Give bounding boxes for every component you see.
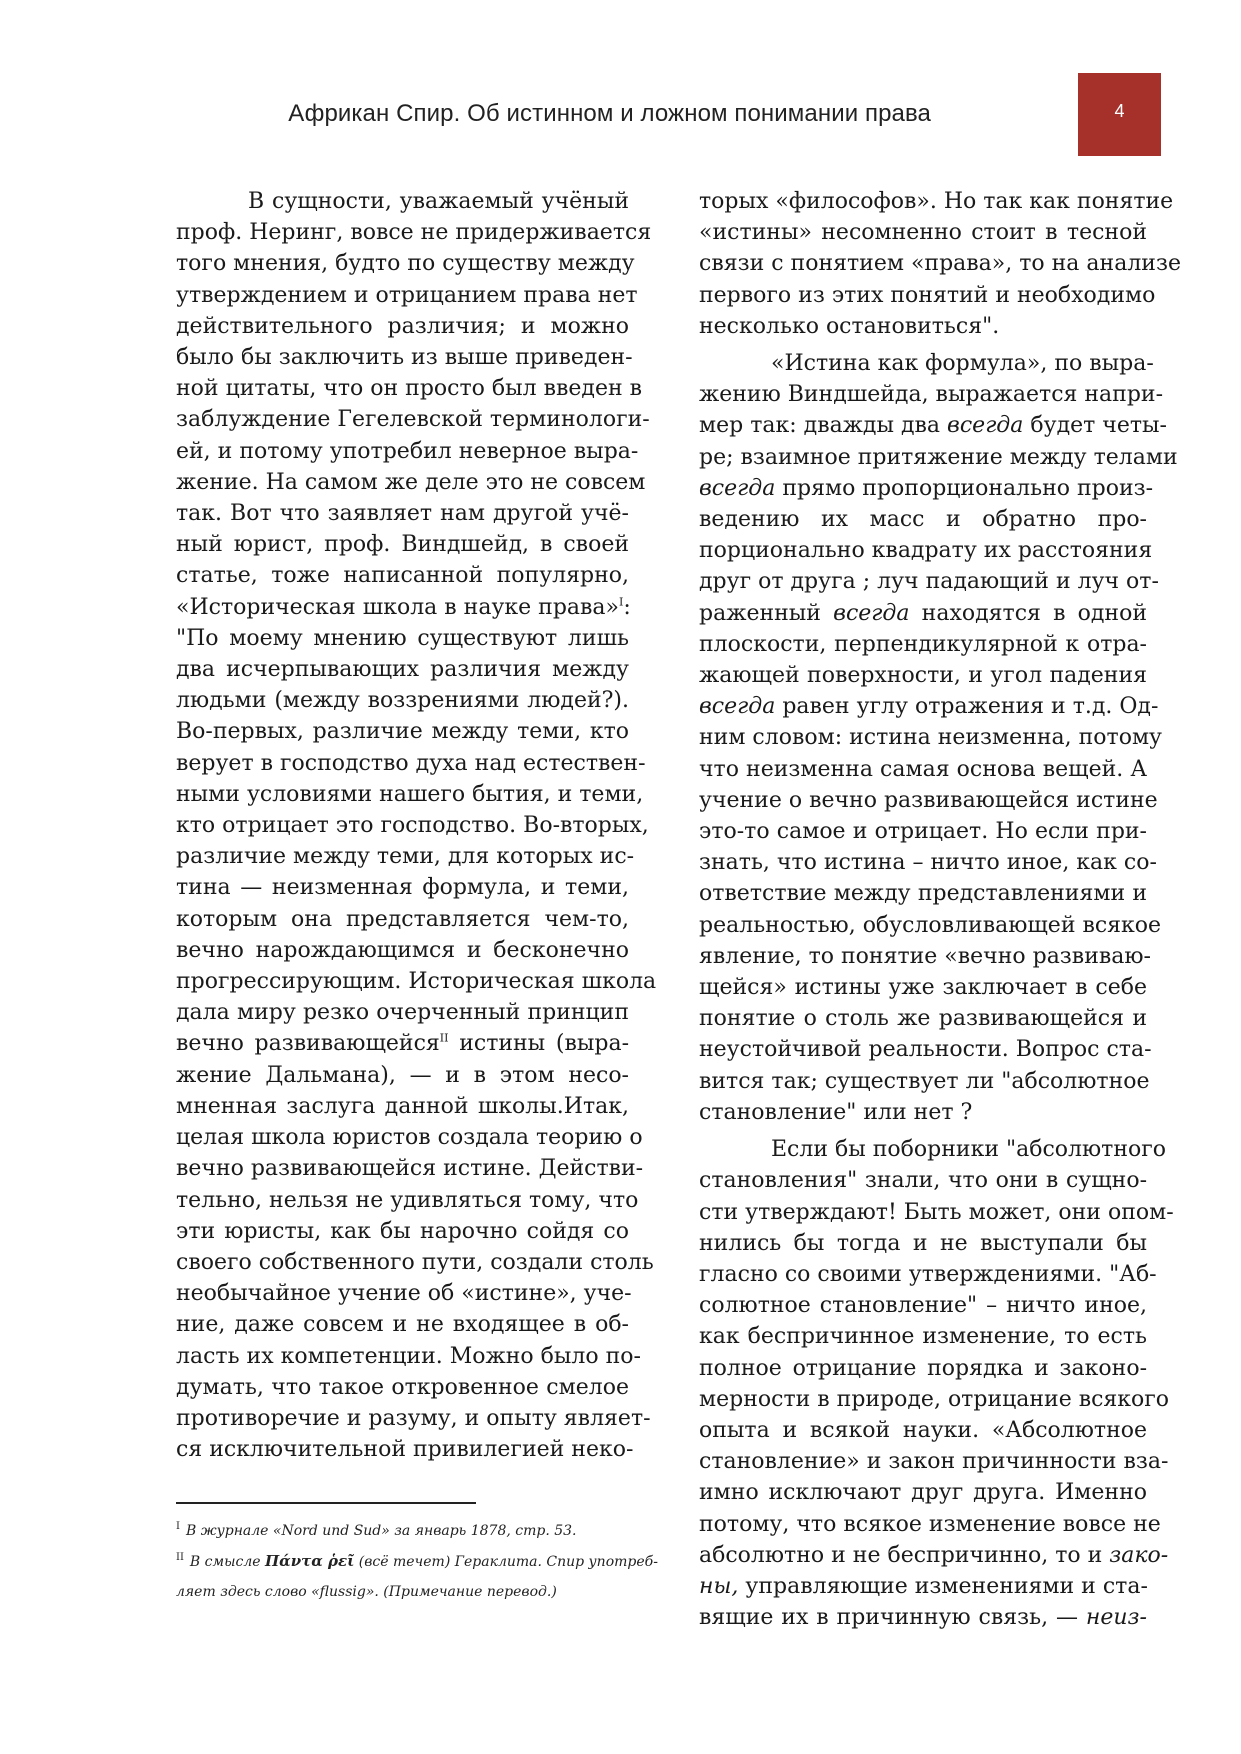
text-line: статье, тоже написанной популярно, bbox=[176, 563, 629, 589]
text-line: жению Виндшейда, выражается напри- bbox=[699, 382, 1164, 408]
text-fragment: вящие их в причинную связь, — bbox=[699, 1605, 1078, 1631]
text-line: различие между теми, для которых ис- bbox=[176, 844, 635, 870]
text-line: необычайное учение об «истине», уче- bbox=[176, 1281, 632, 1307]
text-line: Если бы поборники "абсолютного bbox=[771, 1137, 1167, 1163]
text-line: ние, даже совсем и не входящее в об- bbox=[176, 1312, 629, 1338]
footnote-1-mark: I bbox=[176, 1521, 180, 1533]
text-line: ей, и потому употребил неверное выра- bbox=[176, 438, 639, 464]
text-line: ный юрист, проф. Виндшейд, в своей bbox=[176, 532, 629, 558]
text-line: становления" знали, что они в сущно- bbox=[699, 1168, 1147, 1194]
text-fragment: раженный bbox=[699, 600, 821, 626]
emphasis-immutable: неиз- bbox=[1085, 1605, 1147, 1631]
text-line: неустойчивой реальности. Вопрос ста- bbox=[699, 1037, 1152, 1063]
text-line: два исчерпывающих различия между bbox=[176, 657, 629, 683]
text-line: людьми (между воззрениями людей?). bbox=[176, 688, 629, 714]
text-line: как беспричинное изменение, то есть bbox=[699, 1324, 1147, 1350]
text-line: мненная заслуга данной школы.Итак, bbox=[176, 1093, 629, 1119]
text-line bbox=[699, 691, 1159, 722]
text-line: нились бы тогда и не выступали бы bbox=[699, 1230, 1147, 1256]
emphasis-always: всегда bbox=[947, 413, 1024, 439]
text-line: было бы заключить из выше приведен- bbox=[176, 345, 633, 371]
text-line bbox=[176, 1028, 629, 1059]
text-line: ной цитаты, что он просто был введен в bbox=[176, 376, 643, 402]
text-line: имно исключают друг друга. Именно bbox=[699, 1480, 1147, 1506]
text-line: опыта и всякой науки. «Абсолютное bbox=[699, 1417, 1147, 1443]
text-line: учение о вечно развивающейся истине bbox=[699, 787, 1158, 813]
text-line: ведению их масс и обратно про- bbox=[699, 507, 1147, 533]
text-line: своего собственного пути, создали столь bbox=[176, 1249, 654, 1275]
text-line bbox=[176, 592, 629, 623]
text-line: ными условиями нашего бытия, и теми, bbox=[176, 781, 644, 807]
text-fragment: прямо пропорционально произ- bbox=[782, 475, 1154, 501]
footnote-2-mark: II bbox=[176, 1552, 184, 1564]
text-line: это-то самое и отрицает. Но если при- bbox=[699, 819, 1147, 845]
page-number: 4 bbox=[1114, 101, 1125, 121]
text-line: Во-первых, различие между теми, кто bbox=[176, 719, 629, 745]
text-line: жение. На самом же деле это не совсем bbox=[176, 469, 646, 495]
running-header-title: Африкан Спир. Об истинном и ложном понимании права bbox=[288, 100, 931, 127]
text-fragment: равен углу отражения и т.д. Од- bbox=[782, 694, 1159, 720]
text-line: потому, что всякое изменение вовсе не bbox=[699, 1511, 1161, 1537]
text-line: сти утверждают! Быть может, они опом- bbox=[699, 1199, 1174, 1225]
text-fragment: мер так: дважды два bbox=[699, 413, 941, 439]
text-line: ответствие между представлениями и bbox=[699, 881, 1147, 907]
text-line bbox=[699, 1602, 1147, 1633]
text-line: тельно, нельзя не удивляться тому, что bbox=[176, 1187, 639, 1213]
text-line: вится так; существует ли "абсолютное bbox=[699, 1068, 1150, 1094]
text-line: жение Дальмана), — и в этом несо- bbox=[176, 1062, 629, 1088]
text-line: дала миру резко очерченный принцип bbox=[176, 1000, 629, 1026]
footnote-separator bbox=[176, 1502, 476, 1504]
footnote-2-text: В смысле bbox=[189, 1554, 261, 1570]
text-line: первого из этих понятий и необходимо bbox=[699, 282, 1156, 308]
right-column bbox=[699, 186, 1181, 1633]
footnote-ref-1[interactable]: I bbox=[618, 595, 624, 609]
text-line: реальностью, обусловливающей всякое bbox=[699, 912, 1162, 938]
text-fragment: : bbox=[623, 594, 631, 620]
emphasis-always: всегда bbox=[833, 600, 910, 626]
text-line bbox=[699, 410, 1167, 441]
text-line: что неизменна самая основа вещей. А bbox=[699, 756, 1147, 782]
footnote-2-continuation: ляет здесь слово «flussig». (Примечание перевод.) bbox=[176, 1584, 557, 1600]
text-line: верует в господство духа над естествен- bbox=[176, 750, 646, 776]
page-number-badge bbox=[1078, 73, 1161, 156]
text-line: ласть их компетенции. Можно было по- bbox=[176, 1343, 641, 1369]
text-line: щейся» истины уже заключает в себе bbox=[699, 975, 1147, 1001]
footnote-2 bbox=[176, 1546, 658, 1577]
text-line: несколько остановиться". bbox=[699, 313, 1000, 339]
text-line: противоречие и разуму, и опыту являет- bbox=[176, 1405, 651, 1431]
emphasis-always: всегда bbox=[699, 694, 776, 720]
text-fragment: находятся в одной bbox=[921, 600, 1148, 626]
text-line: кто отрицает это господство. Во-вторых, bbox=[176, 813, 649, 839]
footnote-1 bbox=[176, 1516, 636, 1546]
text-line: жающей поверхности, и угол падения bbox=[699, 663, 1147, 689]
text-line: плоскости, перпендикулярной к отра- bbox=[699, 631, 1147, 657]
text-line: так. Вот что заявляет нам другой учё- bbox=[176, 501, 629, 527]
text-line: эти юристы, как бы нарочно сойдя со bbox=[176, 1218, 629, 1244]
right-paragraph-1 bbox=[699, 186, 1181, 342]
emphasis-laws: ны, bbox=[699, 1573, 739, 1599]
text-line: вечно нарождающимся и бесконечно bbox=[176, 937, 629, 963]
text-line: знать, что истина – ничто иное, как со- bbox=[699, 850, 1157, 876]
text-line: торых «философов». Но так как понятие bbox=[699, 189, 1174, 214]
emphasis-always: всегда bbox=[699, 475, 776, 501]
text-fragment: истины (выра- bbox=[459, 1031, 629, 1057]
text-line: ся исключительной привилегией неко- bbox=[176, 1437, 634, 1463]
text-line bbox=[699, 1540, 1169, 1571]
text-fragment: вечно развивающейся bbox=[176, 1031, 440, 1057]
text-line bbox=[699, 473, 1154, 504]
left-column bbox=[176, 186, 657, 1465]
text-fragment: будет четы- bbox=[1030, 413, 1167, 439]
text-line bbox=[699, 1571, 1147, 1602]
right-paragraph-2 bbox=[699, 348, 1178, 1128]
text-line: «истины» несомненно стоит в тесной bbox=[699, 220, 1147, 246]
text-line: тина — неизменная формула, и теми, bbox=[176, 875, 629, 901]
text-line: того мнения, будто по существу между bbox=[176, 251, 635, 277]
text-line: вечно развивающейся истине. Действи- bbox=[176, 1156, 644, 1182]
text-line: целая школа юристов создала теорию о bbox=[176, 1125, 643, 1151]
footnote-ref-2[interactable]: II bbox=[439, 1032, 449, 1046]
right-paragraph-3 bbox=[699, 1134, 1174, 1633]
text-line: понятие о столь же развивающейся и bbox=[699, 1006, 1147, 1032]
text-line: заблуждение Гегелевской терминологи- bbox=[176, 407, 650, 433]
text-line: мерности в природе, отрицание всякого bbox=[699, 1386, 1170, 1412]
text-line: становление" или нет ? bbox=[699, 1099, 973, 1125]
text-line: становление» и закон причинности вза- bbox=[699, 1449, 1169, 1475]
text-line: явление, то понятие «вечно развиваю- bbox=[699, 943, 1151, 969]
text-fragment: абсолютно и не беспричинно, то и bbox=[699, 1542, 1103, 1568]
text-fragment: управляющие изменениями и ста- bbox=[745, 1573, 1148, 1599]
text-line: которым она представляется чем-то, bbox=[176, 906, 629, 932]
text-line: друг от друга ; луч падающий и луч от- bbox=[699, 569, 1159, 595]
text-line bbox=[699, 598, 1147, 629]
text-fragment: «Историческая школа в науке права» bbox=[176, 594, 619, 620]
footnote-2-text: (всё течет) Гераклита. Спир употреб- bbox=[358, 1554, 658, 1570]
text-line: утверждением и отрицанием права нет bbox=[176, 282, 638, 308]
text-line: ним словом: истина неизменна, потому bbox=[699, 725, 1162, 751]
text-line: связи с понятием «права», то на анализе bbox=[699, 251, 1181, 277]
text-line: солютное становление" – ничто иное, bbox=[699, 1293, 1147, 1319]
footnotes bbox=[176, 1516, 658, 1607]
text-line: гласно со своими утверждениями. "Аб- bbox=[699, 1261, 1157, 1287]
text-line: полное отрицание порядка и законо- bbox=[699, 1355, 1147, 1381]
text-line: В сущности, уважаемый учёный bbox=[248, 189, 629, 214]
left-paragraph bbox=[176, 186, 657, 1465]
text-line: проф. Неринг, вовсе не придерживается bbox=[176, 220, 652, 246]
footnote-2-greek: Πάντα ῥεῖ bbox=[265, 1552, 355, 1570]
text-line: действительного различия; и можно bbox=[176, 313, 629, 339]
text-line: порционально квадрату их расстояния bbox=[699, 538, 1153, 564]
text-line: прогрессирующим. Историческая школа bbox=[176, 969, 657, 995]
text-line: думать, что такое откровенное смелое bbox=[176, 1374, 629, 1400]
emphasis-laws: зако- bbox=[1109, 1542, 1169, 1568]
text-line: "По моему мнению существуют лишь bbox=[176, 625, 629, 651]
text-line: ре; взаимное притяжение между телами bbox=[699, 444, 1178, 470]
footnote-1-text: В журнале «Nord und Sud» за январь 1878, стр. 53. bbox=[185, 1523, 577, 1539]
text-line: «Истина как формула», по выра- bbox=[771, 351, 1154, 377]
